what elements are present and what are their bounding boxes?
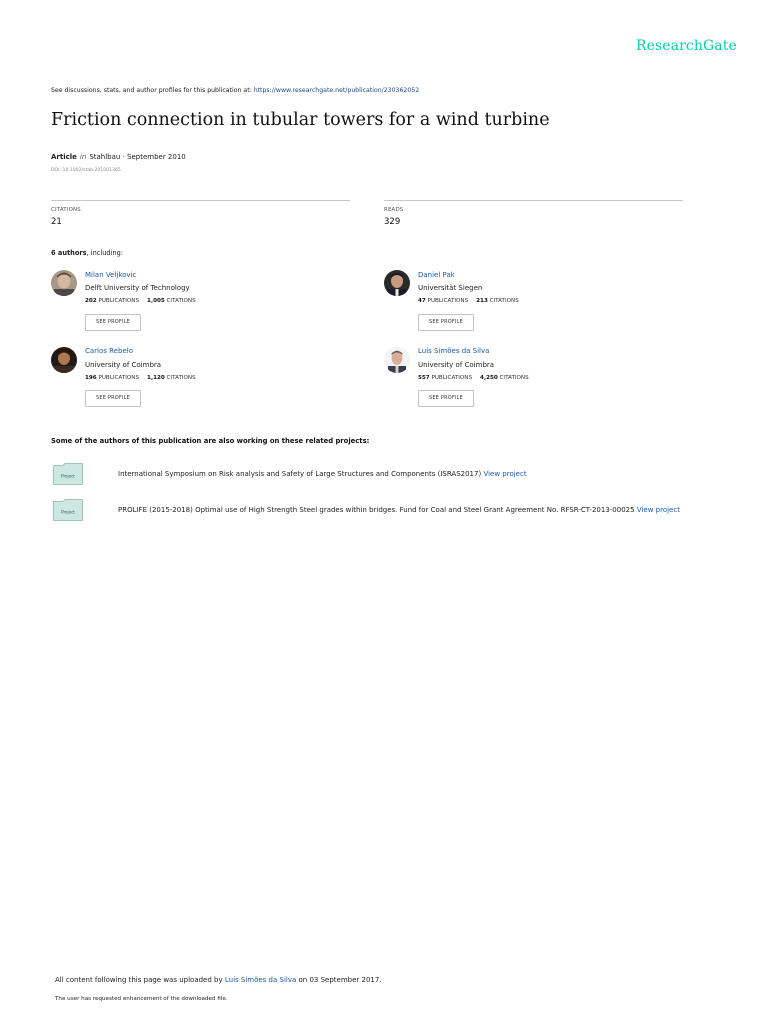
reads-value: 329 (384, 217, 401, 227)
see-profile-button[interactable]: SEE PROFILE (418, 390, 474, 407)
author-stats (85, 298, 196, 304)
author-name[interactable]: Luís Simões da Silva (418, 347, 490, 355)
see-profile-button[interactable]: SEE PROFILE (85, 314, 141, 331)
project-folder-icon (53, 499, 83, 521)
project-folder-icon (53, 463, 83, 485)
related-projects-heading: Some of the authors of this publication are also working on these related projects: (51, 437, 370, 445)
reads-divider (384, 200, 683, 201)
see-profile-button[interactable]: SEE PROFILE (418, 314, 474, 331)
authors-count: 6 authors (51, 249, 87, 257)
avatar[interactable] (51, 270, 77, 296)
see-profile-button[interactable]: SEE PROFILE (85, 390, 141, 407)
authors-heading (51, 249, 123, 257)
reads-label: READS (384, 207, 404, 213)
citations-label: CITATIONS (51, 207, 81, 213)
publication-count: 196 (85, 375, 97, 381)
avatar[interactable] (51, 347, 77, 373)
author-institution: Universität Siegen (418, 284, 483, 292)
avatar[interactable] (384, 270, 410, 296)
publication-title: Friction connection in tubular towers for a wind turbine (51, 110, 550, 130)
author-name[interactable]: Carlos Rebelo (85, 347, 133, 355)
publications-label: PUBLICATIONS (98, 375, 140, 381)
author-stats (418, 375, 529, 381)
author-name[interactable]: Milan Veljkovic (85, 271, 137, 279)
upload-prefix: All content following this page was uploaded by (55, 976, 223, 984)
enhancement-note: The user has requested enhancement of the downloaded file. (55, 996, 228, 1002)
author-name[interactable]: Daniel Pak (418, 271, 455, 279)
citations-divider (51, 200, 350, 201)
author-institution: Delft University of Technology (85, 284, 190, 292)
publication-count: 202 (85, 298, 97, 304)
view-project-link[interactable]: View project (636, 506, 680, 514)
article-type: Article (51, 153, 77, 161)
folder-label: Project (61, 509, 75, 515)
doi: DOI: 10.1002/stab.201001365 (51, 168, 121, 173)
project-entry (118, 506, 680, 514)
uploader-link[interactable]: Luís Simões da Silva (224, 976, 297, 984)
project-title: PROLIFE (2015-2018) Optimal use of High Strength Steel grades within bridges. Fund for Coal and Steel Grant Agreement No. RFSR-CT-2013-00025 (118, 506, 635, 514)
publication-count: 557 (418, 375, 430, 381)
citations-label: CITATIONS (166, 298, 196, 304)
project-entry (118, 470, 527, 478)
publications-label: PUBLICATIONS (98, 298, 140, 304)
author-institution: University of Coimbra (85, 361, 162, 369)
folder-label: Project (61, 473, 75, 479)
upload-notice (55, 976, 382, 984)
upload-suffix: on 03 September 2017. (298, 976, 382, 984)
citation-count: 1,120 (147, 375, 165, 381)
citations-value: 21 (51, 217, 62, 227)
researchgate-logo[interactable]: ResearchGate (636, 38, 737, 54)
citations-label: CITATIONS (489, 298, 519, 304)
avatar[interactable] (384, 347, 410, 373)
publication-count: 47 (418, 298, 426, 304)
publications-label: PUBLICATIONS (427, 298, 469, 304)
author-institution: University of Coimbra (418, 361, 495, 369)
authors-suffix: , including: (86, 249, 124, 257)
discussion-text: See discussions, stats, and author profiles for this publication at: (51, 87, 252, 94)
author-stats (418, 298, 519, 304)
publication-meta (51, 153, 186, 161)
citations-label: CITATIONS (499, 375, 529, 381)
view-project-link[interactable]: View project (483, 470, 527, 478)
publication-link[interactable]: https://www.researchgate.net/publication/230362052 (253, 87, 420, 94)
citations-label: CITATIONS (166, 375, 196, 381)
author-stats (85, 375, 196, 381)
project-title: International Symposium on Risk analysis and Safety of Large Structures and Components (ISRAS2017) (118, 470, 482, 478)
citation-count: 1,005 (147, 298, 165, 304)
in-word: in (79, 153, 87, 161)
citation-count: 213 (476, 298, 488, 304)
venue: Stahlbau · September 2010 (89, 153, 186, 161)
citation-count: 4,250 (480, 375, 498, 381)
discussion-notice (51, 87, 419, 94)
publications-label: PUBLICATIONS (431, 375, 473, 381)
